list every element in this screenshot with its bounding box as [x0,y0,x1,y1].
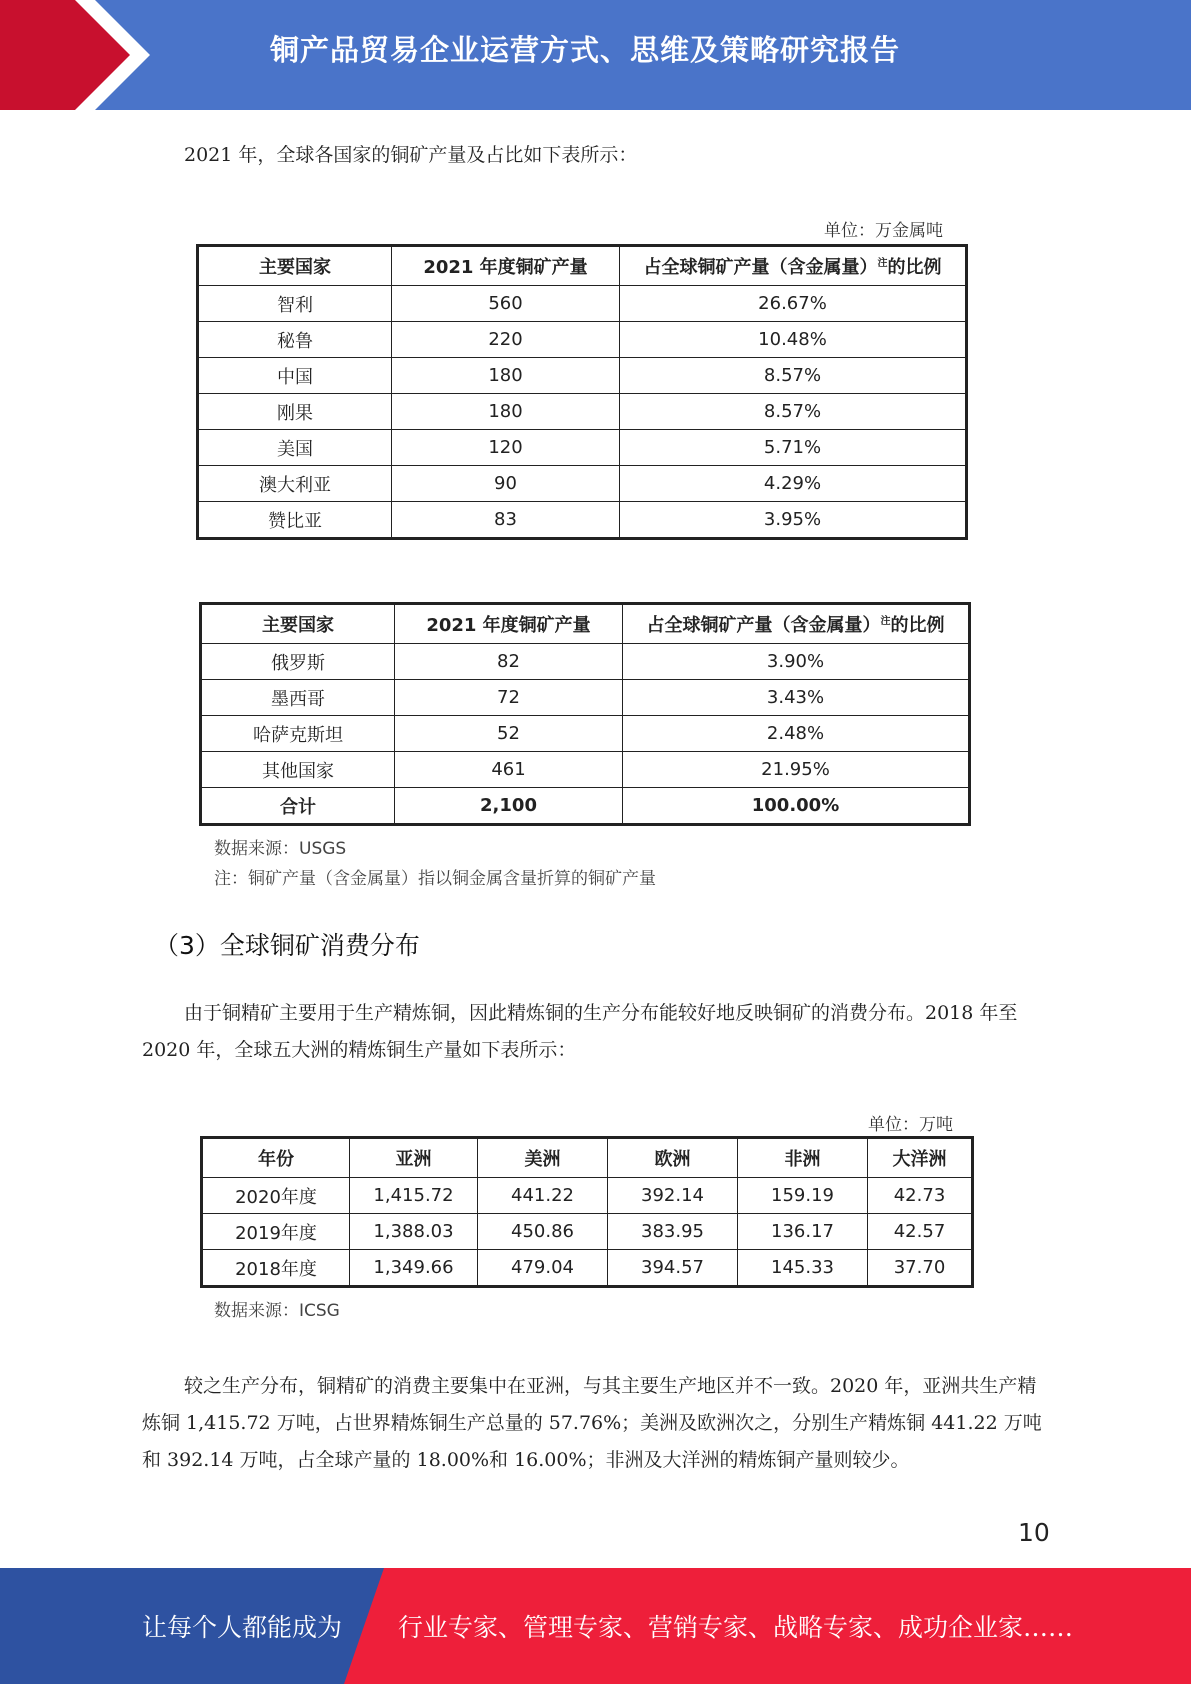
col-country: 主要国家 [201,604,395,644]
table-cell: 8.57% [620,358,967,394]
col-country: 主要国家 [198,246,392,286]
table-row [198,358,967,394]
table-cell: 136.17 [738,1214,868,1250]
table-cell: 刚果 [198,394,392,430]
col-america: 美洲 [478,1138,608,1178]
page-header [0,0,1191,110]
table-row [198,502,967,539]
table-total-row: 合计 2,100 100.00% [201,788,970,825]
table-cell: 52 [395,716,623,752]
table-cell: 42.57 [868,1214,973,1250]
table-cell: 120 [392,430,620,466]
table-row [202,1214,973,1250]
copper-mine-table-2 [199,602,971,826]
table-header-row [201,604,970,644]
table-cell: 智利 [198,286,392,322]
table-cell: 其他国家 [201,752,395,788]
page-number: 10 [1018,1518,1050,1547]
table2-note: 注：铜矿产量（含金属量）指以铜金属含量折算的铜矿产量 [214,869,656,889]
table-row [201,680,970,716]
footer-slogan-left: 让每个人都能成为 [142,1613,343,1642]
table-cell: 180 [392,358,620,394]
table-row [198,322,967,358]
col-share: 占全球铜矿产量（含金属量）$^注$的比例 [620,246,967,286]
table-cell: 42.73 [868,1178,973,1214]
table-cell: 中国 [198,358,392,394]
col-africa: 非洲 [738,1138,868,1178]
table-cell: 美国 [198,430,392,466]
table-row [198,466,967,502]
table-row [202,1178,973,1214]
table-row [201,716,970,752]
copper-mine-table-1 [196,244,968,540]
table-cell: 383.95 [608,1214,738,1250]
col-share: 占全球铜矿产量（含金属量）$^注$的比例 [623,604,970,644]
table-cell: 5.71% [620,430,967,466]
table-cell: 180 [392,394,620,430]
col-oceania: 大洋洲 [868,1138,973,1178]
table-cell: 392.14 [608,1178,738,1214]
table-cell: 461 [395,752,623,788]
table-row [201,752,970,788]
intro-paragraph: 2021 年，全球各国家的铜矿产量及占比如下表所示： [184,144,638,166]
table-row [198,430,967,466]
table-cell: 2020年度 [202,1178,350,1214]
col-year: 年份 [202,1138,350,1178]
table-cell: 1,415.72 [350,1178,478,1214]
table2-source: 数据来源：USGS [214,839,347,859]
table-row [198,394,967,430]
table-cell: 26.67% [620,286,967,322]
table-cell: 8.57% [620,394,967,430]
table-cell: 墨西哥 [201,680,395,716]
table-cell: 450.86 [478,1214,608,1250]
table3-source: 数据来源：ICSG [214,1301,340,1321]
table-cell: 21.95% [623,752,970,788]
table-cell: 220 [392,322,620,358]
col-asia: 亚洲 [350,1138,478,1178]
header-arrow-decoration [0,0,150,110]
table-cell: 90 [392,466,620,502]
table3-unit: 单位：万吨 [868,1115,953,1135]
table-cell: 澳大利亚 [198,466,392,502]
refined-copper-table [200,1136,974,1288]
table-cell: 哈萨克斯坦 [201,716,395,752]
table-cell: 479.04 [478,1250,608,1287]
table-row [201,644,970,680]
col-output: 2021 年度铜矿产量 [392,246,620,286]
table-cell: 441.22 [478,1178,608,1214]
table-cell: 3.95% [620,502,967,539]
consumption-paragraph: 由于铜精矿主要用于生产精炼铜，因此精炼铜的生产分布能较好地反映铜矿的消费分布。2018 年至 2020 年，全球五大洲的精炼铜生产量如下表所示： [142,1002,1018,1061]
table-cell: 3.90% [623,644,970,680]
table-cell: 145.33 [738,1250,868,1287]
table-cell: 10.48% [620,322,967,358]
table-cell: 赞比亚 [198,502,392,539]
table-cell: 4.29% [620,466,967,502]
page-footer [0,1568,1191,1684]
table-cell: 俄罗斯 [201,644,395,680]
table-cell: 83 [392,502,620,539]
table-cell: 2018年度 [202,1250,350,1287]
table-cell: 82 [395,644,623,680]
table-cell: 2019年度 [202,1214,350,1250]
table-cell: 1,349.66 [350,1250,478,1287]
report-title: 铜产品贸易企业运营方式、思维及策略研究报告 [270,33,901,67]
table-cell: 72 [395,680,623,716]
table-cell: 37.70 [868,1250,973,1287]
table-cell: 394.57 [608,1250,738,1287]
table-cell: 1,388.03 [350,1214,478,1250]
section-title: （3）全球铜矿消费分布 [154,931,420,960]
col-europe: 欧洲 [608,1138,738,1178]
distribution-paragraph: 较之生产分布，铜精矿的消费主要集中在亚洲，与其主要生产地区并不一致。2020 年，亚洲共生产精炼铜 1,415.72 万吨，占世界精炼铜生产总量的 57.76%；美洲及欧洲次之，分别生产精炼铜 441.22 万吨和 392.14 万吨，占全球产量的 18.00%和 16.00%；非洲及大洋洲的精炼铜产量则较少。 [142,1375,1042,1471]
table-header-row [198,246,967,286]
table-header-row [202,1138,973,1178]
table1-unit: 单位：万金属吨 [824,221,943,241]
table-row [202,1250,973,1287]
table-cell: 秘鲁 [198,322,392,358]
table-cell: 2.48% [623,716,970,752]
table-cell: 3.43% [623,680,970,716]
col-output: 2021 年度铜矿产量 [395,604,623,644]
footer-slogan-right: 行业专家、管理专家、营销专家、战略专家、成功企业家…… [398,1613,1074,1642]
table-cell: 560 [392,286,620,322]
table-row [198,286,967,322]
table-cell: 159.19 [738,1178,868,1214]
